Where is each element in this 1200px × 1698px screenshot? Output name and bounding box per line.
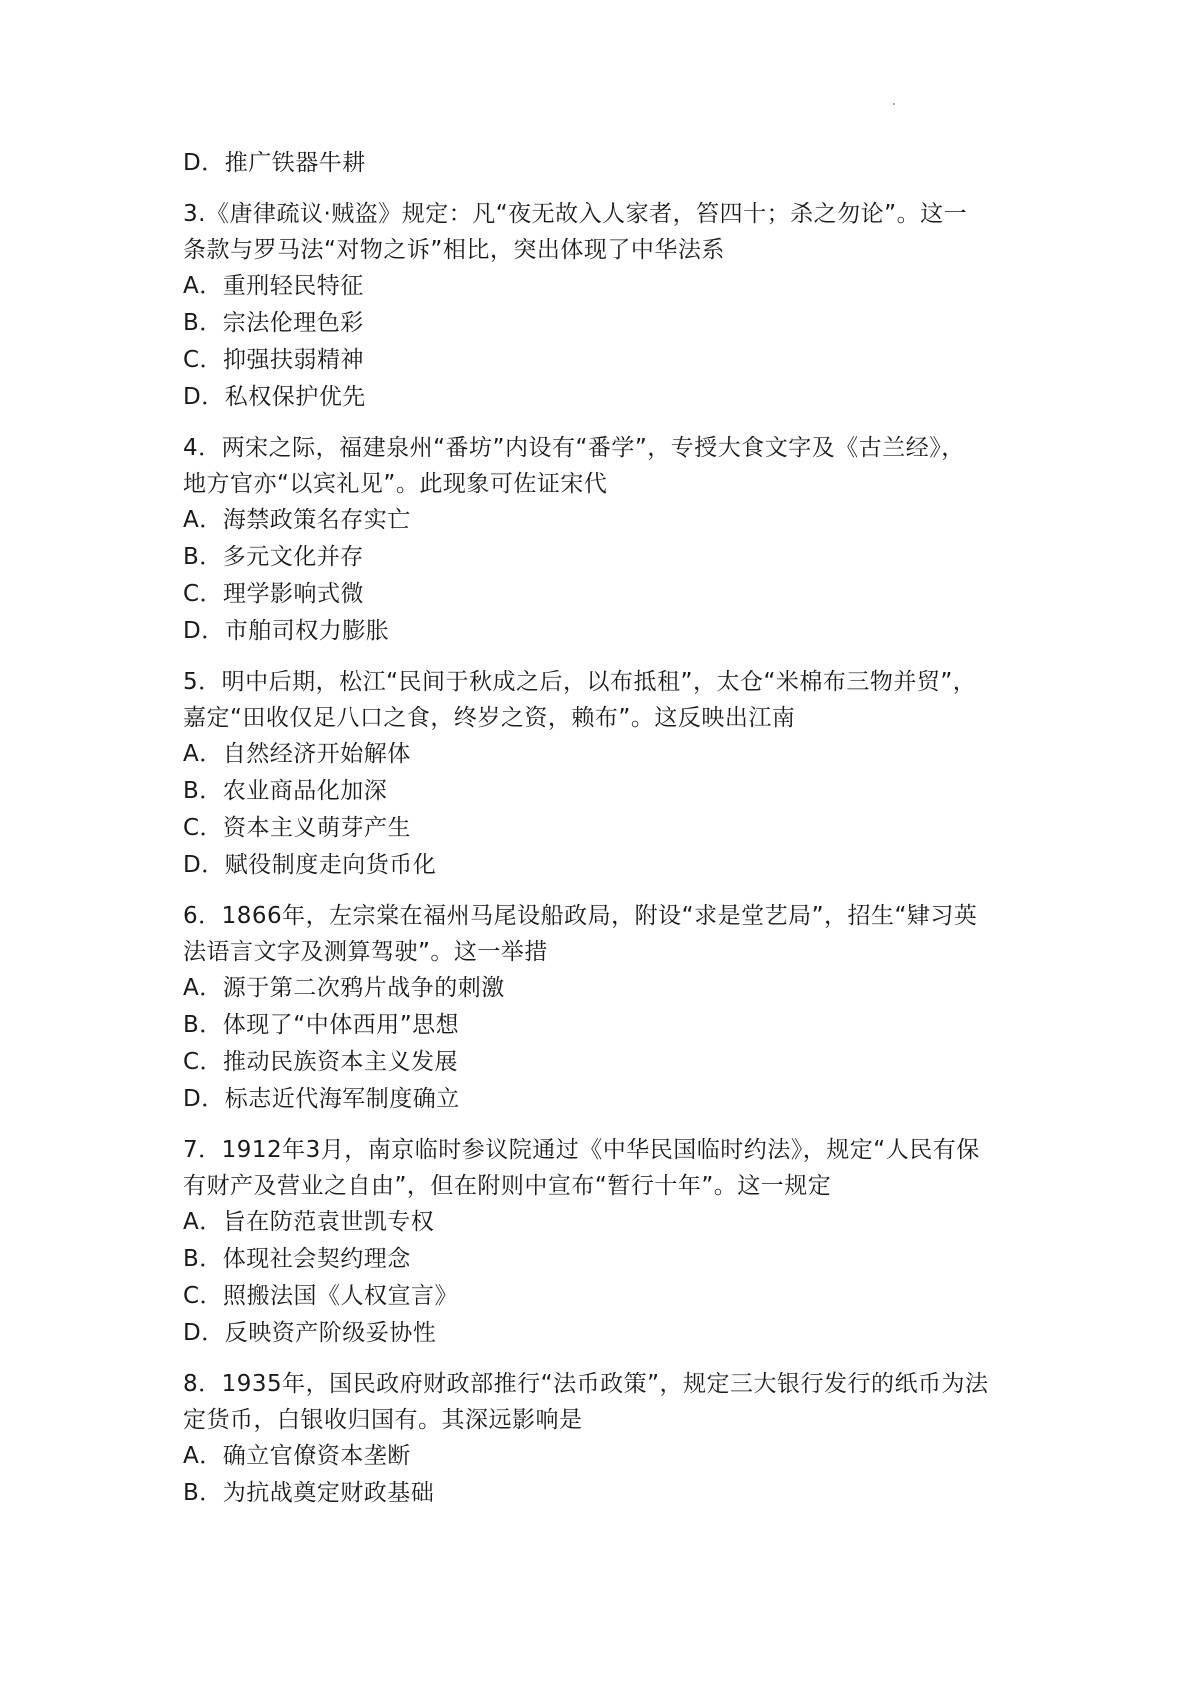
question-8 [183,1366,1063,1512]
option-a: A．重刑轻民特征 [183,273,364,299]
option-a: A．确立官僚资本垄断 [183,1443,411,1469]
question-3 [183,196,1063,416]
option-d: D．赋役制度走向货币化 [183,852,437,878]
question-stem-line: 地方官亦“以宾礼见”。此现象可佐证宋代 [183,471,608,497]
option-b: B．体现了“中体西用”思想 [183,1012,460,1038]
question-stem-line: 有财产及营业之自由”，但在附则中宣布“暂行十年”。这一规定 [183,1173,832,1199]
question-5 [183,664,1063,884]
question-6 [183,898,1063,1118]
question-stem-line: 5．明中后期，松江“民间于秋成之后，以布抵租”，太仓“米棉布三物并贸”， [183,669,977,695]
option-list [183,736,1063,884]
option-b: B．农业商品化加深 [183,778,388,804]
option-list [183,268,1063,416]
option-b: B．宗法伦理色彩 [183,310,364,336]
question-stem-line: 定货币，白银收归国有。其深远影响是 [183,1407,583,1433]
option-d: D．标志近代海军制度确立 [183,1086,460,1112]
question-stem-line: 嘉定“田收仅足八口之食，终岁之资，赖布”。这反映出江南 [183,705,796,731]
question-list [183,145,1063,1512]
question-stem-line: 4．两宋之际，福建泉州“番坊”内设有“番学”，专授大食文字及《古兰经》， [183,435,965,461]
question-7 [183,1132,1063,1352]
option-b: B．为抗战奠定财政基础 [183,1480,435,1506]
option-c: C．照搬法国《人权宣言》 [183,1283,459,1309]
option-a: A．自然经济开始解体 [183,741,411,767]
question-4 [183,430,1063,650]
option-list [183,1204,1063,1352]
option-list [183,1438,1063,1512]
question-stem-line: 法语言文字及测算驾驶”。这一举措 [183,939,548,965]
option-b: B．多元文化并存 [183,544,364,570]
option-c: C．推动民族资本主义发展 [183,1049,459,1075]
option-d: D．反映资产阶级妥协性 [183,1320,437,1346]
question-stem-line: 8．1935年，国民政府财政部推行“法币政策”，规定三大银行发行的纸币为法 [183,1371,989,1397]
option-d: D．私权保护优先 [183,384,366,410]
question-stem-line: 7．1912年3月，南京临时参议院通过《中华民国临时约法》，规定“人民有保 [183,1137,980,1163]
option-list [183,970,1063,1118]
question-stem-line: 条款与罗马法“对物之诉”相比，突出体现了中华法系 [183,237,725,263]
option-a: A．源于第二次鸦片战争的刺激 [183,975,505,1001]
option-c: C．抑强扶弱精神 [183,347,365,373]
option-b: B．体现社会契约理念 [183,1246,411,1272]
option-c: C．理学影响式微 [183,581,365,607]
option-c: C．资本主义萌芽产生 [183,815,412,841]
option-a: A．旨在防范袁世凯专权 [183,1209,435,1235]
option-d: D．市舶司权力膨胀 [183,618,390,644]
leading-option: D．推广铁器牛耕 [183,150,366,176]
question-stem-line: 6．1866年，左宗棠在福州马尾设船政局，附设“求是堂艺局”，招生“肄习英 [183,903,978,929]
option-a: A．海禁政策名存实亡 [183,507,411,533]
scan-speck [893,103,895,105]
option-list [183,502,1063,650]
question-stem-line: 3.《唐律疏议·贼盗》规定：凡“夜无故入人家者，笞四十；杀之勿论”。这一 [183,201,968,227]
